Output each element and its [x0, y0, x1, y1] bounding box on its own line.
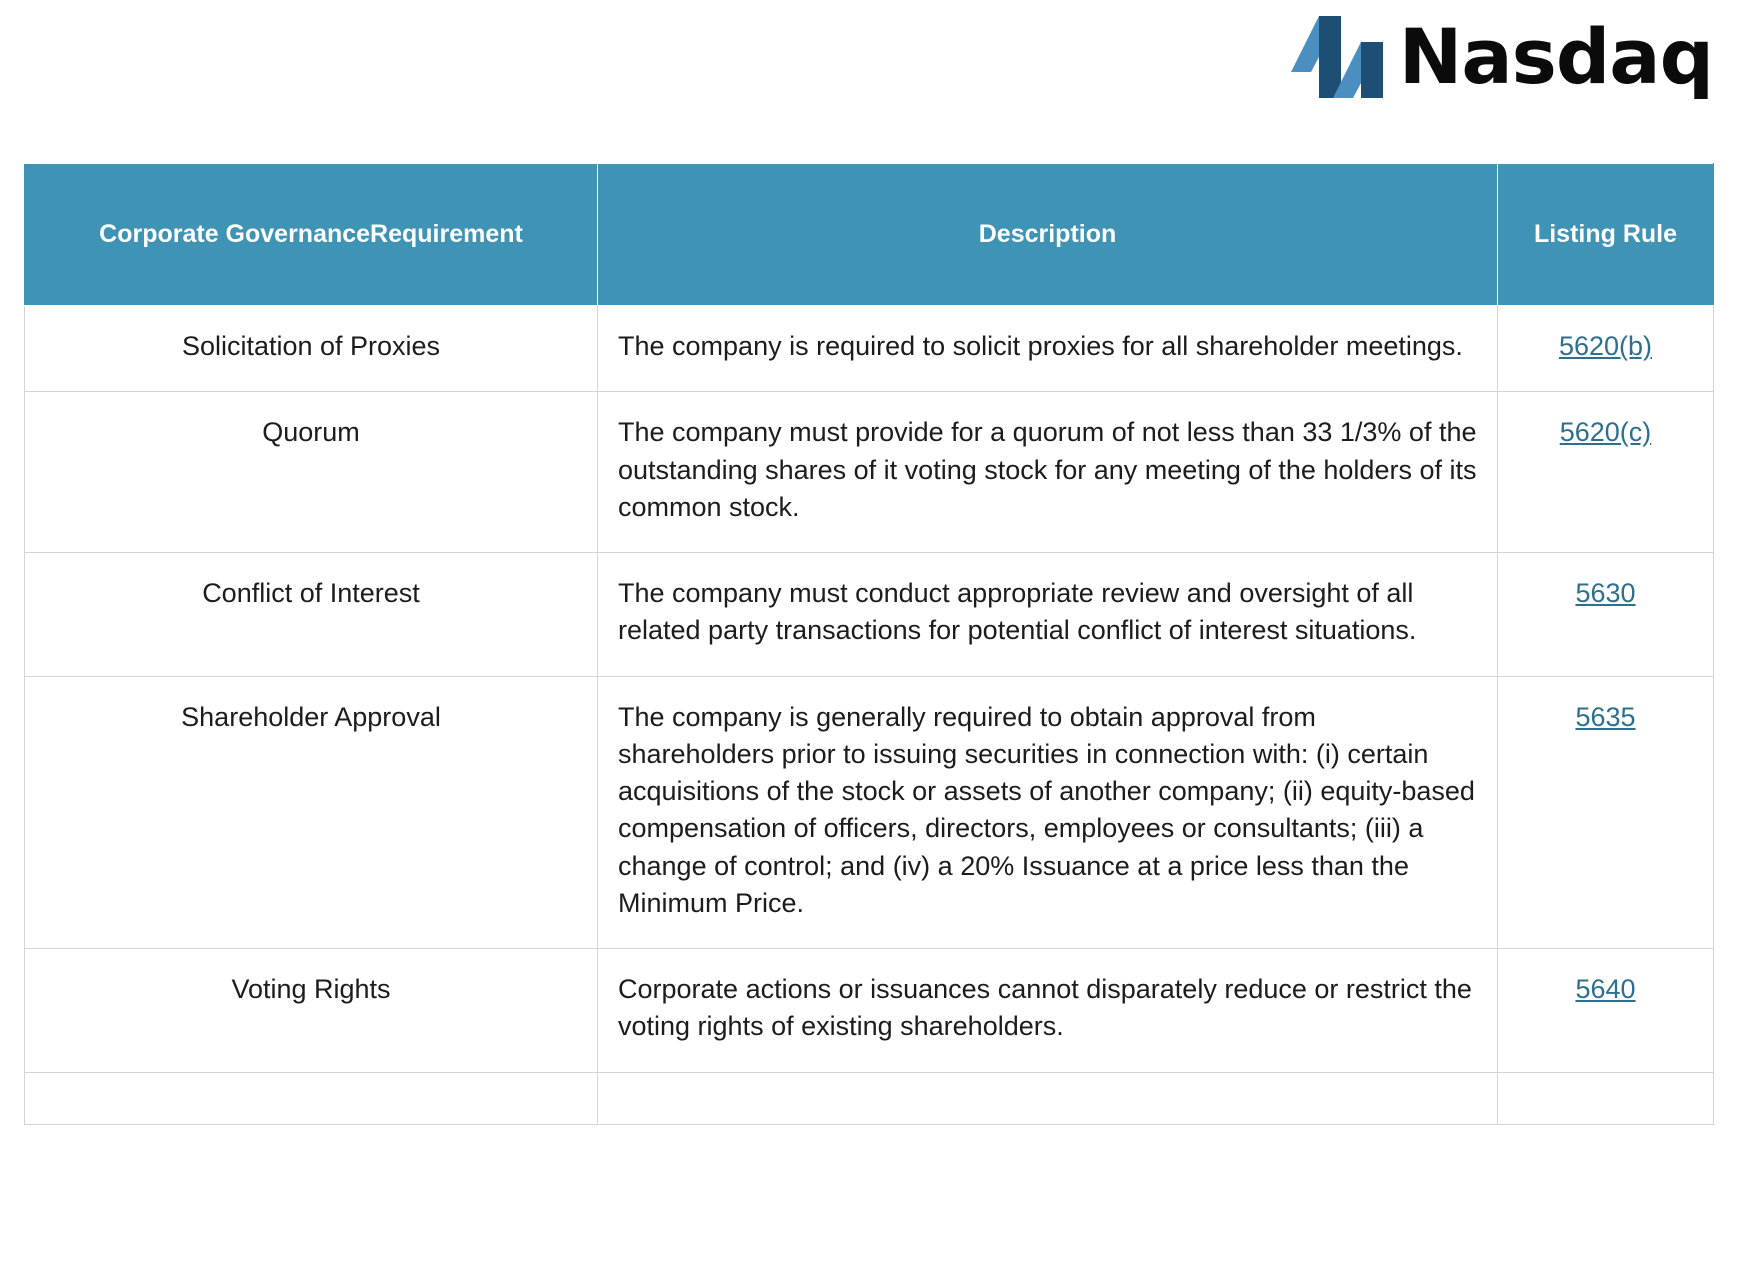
nasdaq-logo-icon: [1289, 14, 1385, 100]
spacer-cell: [598, 1072, 1498, 1124]
spacer-cell: [25, 1072, 598, 1124]
table-row: [25, 392, 1714, 553]
listing-rule-link[interactable]: 5640: [1575, 974, 1636, 1004]
cell-listing-rule: [1498, 553, 1714, 677]
spacer-cell: [1498, 1072, 1714, 1124]
cell-description: Corporate actions or issuances cannot disparately reduce or restrict the voting rights of existing shareholders.: [598, 949, 1498, 1073]
cell-requirement: Solicitation of Proxies: [25, 306, 598, 392]
table-row: [25, 306, 1714, 392]
cell-description: The company is required to solicit proxies for all shareholder meetings.: [598, 306, 1498, 392]
cell-requirement: Voting Rights: [25, 949, 598, 1073]
corporate-governance-table: [24, 163, 1713, 1125]
cell-listing-rule: [1498, 676, 1714, 949]
nasdaq-logo: [1289, 14, 1713, 100]
cell-description: The company must provide for a quorum of not less than 33 1/3% of the outstanding shares of it voting stock for any meeting of the holders of its common stock.: [598, 392, 1498, 553]
listing-rule-link[interactable]: 5630: [1575, 578, 1636, 608]
cell-requirement: Quorum: [25, 392, 598, 553]
cell-listing-rule: [1498, 392, 1714, 553]
table-row: [25, 676, 1714, 949]
table-row: [25, 553, 1714, 677]
nasdaq-wordmark: Nasdaq: [1398, 12, 1713, 101]
cell-description: The company is generally required to obtain approval from shareholders prior to issuing securities in connection with: (i) certain acquisitions of the stock or assets of another company; (ii) equity-based compensation of officers, directors, employees or consultants; (iii) a change of control; and (iv) a 20% Issuance at a price less than the Minimum Price.: [598, 676, 1498, 949]
listing-rule-link[interactable]: 5635: [1575, 701, 1636, 732]
listing-rule-link[interactable]: 5620(c): [1559, 417, 1652, 448]
cell-description: The company must conduct appropriate review and oversight of all related party transactions for potential conflict of interest situations.: [598, 553, 1498, 677]
table-row: [25, 949, 1714, 1073]
table-footer-spacer: [25, 1072, 1714, 1124]
cell-listing-rule: [1498, 949, 1714, 1073]
cell-requirement: Shareholder Approval: [25, 676, 598, 949]
cell-listing-rule: [1498, 306, 1714, 392]
table-header-row: [25, 164, 1714, 306]
cell-requirement: Conflict of Interest: [25, 553, 598, 677]
listing-rule-link[interactable]: 5620(b): [1558, 331, 1653, 361]
column-header-listing-rule: Listing Rule: [1498, 164, 1714, 306]
column-header-requirement: Corporate GovernanceRequirement: [25, 164, 598, 306]
column-header-description: Description: [598, 164, 1498, 306]
